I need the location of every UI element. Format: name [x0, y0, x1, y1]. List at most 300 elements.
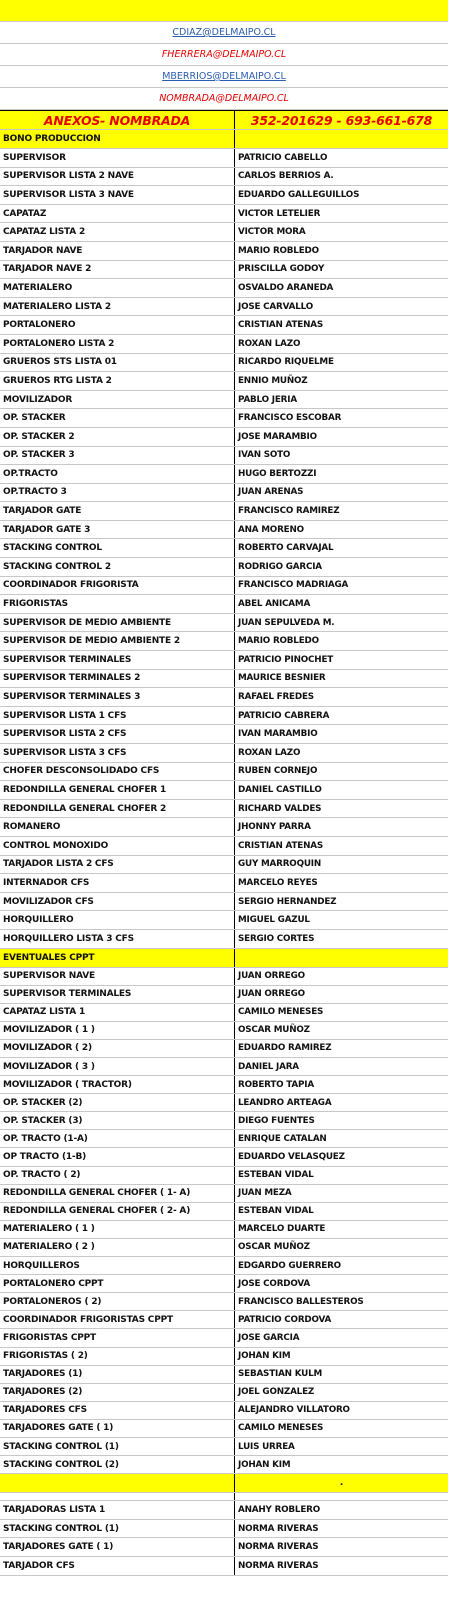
table-row[interactable]	[0, 1501, 448, 1520]
role-cell[interactable]	[0, 837, 235, 855]
email-row[interactable]	[0, 22, 448, 44]
person-cell[interactable]	[235, 168, 448, 186]
table-row[interactable]	[0, 1221, 448, 1239]
role-label: SUPERVISOR TERMINALES 3	[3, 692, 141, 703]
person-cell[interactable]	[235, 1501, 448, 1519]
person-cell[interactable]	[235, 1203, 448, 1220]
table-row[interactable]	[0, 1384, 448, 1402]
role-label: REDONDILLA GENERAL CHOFER 1	[3, 784, 167, 795]
table-row[interactable]	[0, 205, 448, 224]
person-cell[interactable]	[235, 298, 448, 316]
role-cell[interactable]	[0, 632, 235, 650]
role-cell[interactable]	[0, 298, 235, 316]
person-cell[interactable]	[235, 1348, 448, 1365]
role-cell[interactable]	[0, 744, 235, 762]
role-cell[interactable]	[0, 1438, 235, 1455]
role-cell[interactable]	[0, 279, 235, 297]
role-label: HORQUILLERO LISTA 3 CFS	[3, 933, 134, 944]
role-cell[interactable]	[0, 223, 235, 241]
person-cell[interactable]	[235, 1239, 448, 1256]
person-cell[interactable]	[235, 651, 448, 669]
role-cell[interactable]	[0, 1293, 235, 1310]
person-cell[interactable]	[235, 1148, 448, 1165]
table-row[interactable]	[0, 763, 448, 782]
person-name: JOSE CORDOVA	[238, 1278, 311, 1289]
person-cell[interactable]	[235, 818, 448, 836]
role-cell[interactable]	[0, 205, 235, 223]
person-cell[interactable]	[235, 707, 448, 725]
person-cell[interactable]	[235, 1004, 448, 1021]
table-row[interactable]	[0, 1203, 448, 1221]
role-cell[interactable]	[0, 1167, 235, 1184]
table-row[interactable]	[0, 521, 448, 540]
role-cell[interactable]	[0, 335, 235, 353]
role-cell[interactable]	[0, 502, 235, 520]
role-cell[interactable]	[0, 1557, 235, 1575]
person-name: RUBEN CORNEJO	[238, 766, 318, 777]
person-name: EDUARDO VELASQUEZ	[238, 1152, 345, 1163]
table-row[interactable]	[0, 279, 448, 298]
person-cell[interactable]	[235, 354, 448, 372]
table-row[interactable]	[0, 1022, 448, 1040]
person-name: CRISTIAN ATENAS	[238, 840, 323, 851]
table-row[interactable]	[0, 1420, 448, 1438]
table-row[interactable]	[0, 428, 448, 447]
table-row[interactable]	[0, 298, 448, 317]
person-name: JOHAN KIM	[238, 1351, 291, 1362]
person-cell[interactable]	[235, 1557, 448, 1575]
table-row[interactable]	[0, 1557, 448, 1576]
person-cell[interactable]	[235, 1311, 448, 1328]
table-row[interactable]	[0, 1185, 448, 1203]
table-row[interactable]	[0, 1076, 448, 1094]
table-row[interactable]	[0, 1402, 448, 1420]
person-cell[interactable]	[235, 577, 448, 595]
role-cell[interactable]	[0, 242, 235, 260]
person-name: ROBERTO TAPIA	[238, 1079, 314, 1090]
person-cell[interactable]	[235, 316, 448, 334]
role-cell[interactable]	[0, 781, 235, 799]
table-row[interactable]	[0, 595, 448, 614]
role-label: PORTALONERO	[3, 320, 76, 331]
role-label: OP. STACKER 3	[3, 450, 75, 461]
role-cell[interactable]	[0, 261, 235, 279]
email-link[interactable]: MBERRIOS@DELMAIPO.CL	[162, 71, 286, 82]
role-cell[interactable]	[0, 1384, 235, 1401]
person-name: ABEL ANICAMA	[238, 599, 311, 610]
table-row[interactable]	[0, 1438, 448, 1456]
role-label: SUPERVISOR TERMINALES 2	[3, 673, 141, 684]
email-row[interactable]	[0, 44, 448, 66]
person-cell[interactable]	[235, 539, 448, 557]
person-cell[interactable]	[235, 763, 448, 781]
table-row[interactable]	[0, 1456, 448, 1474]
role-label: OP.TRACTO	[3, 468, 58, 479]
role-cell[interactable]	[0, 149, 235, 167]
table-row[interactable]	[0, 186, 448, 205]
role-cell[interactable]	[0, 1501, 235, 1519]
person-cell[interactable]	[235, 744, 448, 762]
role-cell[interactable]	[0, 818, 235, 836]
role-cell[interactable]	[0, 688, 235, 706]
role-cell[interactable]	[0, 595, 235, 613]
person-cell[interactable]	[235, 893, 448, 911]
role-cell[interactable]	[0, 986, 235, 1003]
table-row[interactable]	[0, 986, 448, 1004]
person-cell[interactable]	[235, 465, 448, 483]
person-cell[interactable]	[235, 279, 448, 297]
person-name: PRISCILLA GODOY	[238, 264, 325, 275]
person-cell[interactable]	[235, 632, 448, 650]
table-row[interactable]	[0, 1040, 448, 1058]
table-row[interactable]	[0, 893, 448, 912]
role-cell[interactable]	[0, 1203, 235, 1220]
person-cell[interactable]	[235, 614, 448, 632]
role-label: CHOFER DESCONSOLIDADO CFS	[3, 766, 160, 777]
table-row[interactable]	[0, 447, 448, 466]
table-row[interactable]	[0, 1148, 448, 1166]
role-cell[interactable]	[0, 354, 235, 372]
role-cell[interactable]	[0, 1402, 235, 1419]
person-name: JHONNY PARRA	[238, 822, 311, 833]
role-label: OP.TRACTO 3	[3, 487, 67, 498]
person-name: EDUARDO GALLEGUILLOS	[238, 189, 360, 200]
table-row[interactable]	[0, 391, 448, 410]
person-cell[interactable]	[235, 223, 448, 241]
person-cell[interactable]	[235, 1275, 448, 1292]
person-cell[interactable]	[235, 1420, 448, 1437]
role-cell[interactable]	[0, 856, 235, 874]
person-name: RAFAEL FREDES	[238, 692, 314, 703]
role-cell[interactable]	[0, 391, 235, 409]
person-cell[interactable]	[235, 558, 448, 576]
table-row[interactable]	[0, 930, 448, 949]
role-cell[interactable]	[0, 1058, 235, 1075]
table-row[interactable]	[0, 725, 448, 744]
role-cell[interactable]	[0, 1022, 235, 1039]
person-name: PATRICIO CORDOVA	[238, 1314, 332, 1325]
table-row[interactable]	[0, 484, 448, 503]
table-row[interactable]	[0, 502, 448, 521]
person-cell[interactable]	[235, 1112, 448, 1129]
role-cell[interactable]	[0, 1004, 235, 1021]
role-cell[interactable]	[0, 168, 235, 186]
dot-mark: .	[339, 1478, 344, 1489]
table-row[interactable]	[0, 688, 448, 707]
role-cell[interactable]	[0, 725, 235, 743]
table-row[interactable]	[0, 1329, 448, 1347]
role-label: COORDINADOR FRIGORISTAS CPPT	[3, 1314, 173, 1325]
role-cell[interactable]	[0, 186, 235, 204]
person-cell[interactable]	[235, 670, 448, 688]
person-cell[interactable]	[235, 874, 448, 892]
role-label: STACKING CONTROL (1)	[3, 1523, 119, 1534]
person-cell[interactable]	[235, 837, 448, 855]
person-name: JUAN MEZA	[238, 1188, 292, 1199]
email-row[interactable]	[0, 66, 448, 88]
table-row[interactable]	[0, 261, 448, 280]
person-name: ANA MORENO	[238, 524, 304, 535]
person-cell[interactable]	[235, 986, 448, 1003]
role-cell[interactable]	[0, 1311, 235, 1328]
email-link[interactable]: CDIAZ@DELMAIPO.CL	[172, 27, 276, 38]
person-cell[interactable]	[235, 856, 448, 874]
role-label: MATERIALERO	[3, 282, 73, 293]
table-row[interactable]	[0, 372, 448, 391]
table-row[interactable]	[0, 818, 448, 837]
table-row[interactable]	[0, 670, 448, 689]
table-row[interactable]	[0, 781, 448, 800]
role-cell[interactable]	[0, 1257, 235, 1274]
table-row[interactable]	[0, 874, 448, 893]
person-cell[interactable]	[235, 447, 448, 465]
role-label: OP. STACKER 2	[3, 431, 75, 442]
role-cell[interactable]	[0, 670, 235, 688]
role-label: CAPATAZ LISTA 1	[3, 1007, 86, 1018]
person-cell[interactable]	[235, 1221, 448, 1238]
person-cell[interactable]	[235, 521, 448, 539]
role-label: TARJADORES (1)	[3, 1369, 83, 1380]
table-row[interactable]	[0, 1538, 448, 1557]
role-cell[interactable]	[0, 763, 235, 781]
table-row[interactable]	[0, 744, 448, 763]
person-name: PATRICIO CABRERA	[238, 710, 330, 721]
role-cell[interactable]	[0, 1112, 235, 1129]
table-row[interactable]	[0, 1366, 448, 1384]
person-cell[interactable]	[235, 725, 448, 743]
table-row[interactable]	[0, 316, 448, 335]
role-label: TARJADOR CFS	[3, 1560, 75, 1571]
person-cell[interactable]	[235, 688, 448, 706]
person-name: JOEL GONZALEZ	[238, 1387, 315, 1398]
table-row[interactable]	[0, 1275, 448, 1293]
person-name: OSCAR MUÑOZ	[238, 1242, 310, 1253]
role-cell[interactable]	[0, 428, 235, 446]
table-row[interactable]	[0, 354, 448, 373]
person-name: CARLOS BERRIOS A.	[238, 171, 334, 182]
role-cell[interactable]	[0, 800, 235, 818]
person-name: RODRIGO GARCIA	[238, 561, 322, 572]
table-row[interactable]	[0, 168, 448, 187]
role-label: SUPERVISOR LISTA 3 CFS	[3, 747, 127, 758]
table-row[interactable]	[0, 1348, 448, 1366]
person-cell[interactable]	[235, 149, 448, 167]
table-row[interactable]	[0, 856, 448, 875]
person-cell[interactable]	[235, 372, 448, 390]
role-cell[interactable]	[0, 465, 235, 483]
person-cell[interactable]	[235, 1185, 448, 1202]
role-label: HORQUILLEROS	[3, 1260, 80, 1271]
role-cell[interactable]	[0, 1040, 235, 1057]
person-cell[interactable]	[235, 1366, 448, 1383]
person-cell[interactable]	[235, 1438, 448, 1455]
person-name: MARIO ROBLEDO	[238, 636, 319, 647]
role-cell[interactable]	[0, 968, 235, 985]
person-cell[interactable]	[235, 1293, 448, 1310]
table-row[interactable]	[0, 837, 448, 856]
person-cell[interactable]	[235, 1130, 448, 1147]
person-cell[interactable]	[235, 911, 448, 929]
role-cell[interactable]	[0, 1239, 235, 1256]
role-cell[interactable]	[0, 539, 235, 557]
role-cell[interactable]	[0, 372, 235, 390]
person-name: CAMILO MENESES	[238, 1007, 324, 1018]
role-cell[interactable]	[0, 1185, 235, 1202]
role-label: INTERNADOR CFS	[3, 877, 90, 888]
table-row[interactable]	[0, 1112, 448, 1130]
role-cell[interactable]	[0, 316, 235, 334]
person-cell[interactable]	[235, 502, 448, 520]
person-cell[interactable]	[235, 1538, 448, 1556]
table-row[interactable]	[0, 1311, 448, 1329]
table-row[interactable]	[0, 1293, 448, 1311]
role-cell[interactable]	[0, 1275, 235, 1292]
role-cell[interactable]	[0, 558, 235, 576]
person-cell[interactable]	[235, 1257, 448, 1274]
person-cell[interactable]	[235, 800, 448, 818]
role-label: OP. TRACTO ( 2)	[3, 1170, 81, 1181]
table-row[interactable]	[0, 149, 448, 168]
person-cell[interactable]	[235, 1040, 448, 1057]
role-cell[interactable]	[0, 1366, 235, 1383]
person-cell[interactable]	[235, 484, 448, 502]
role-cell[interactable]	[0, 893, 235, 911]
person-cell[interactable]	[235, 1456, 448, 1473]
role-cell[interactable]	[0, 1076, 235, 1093]
table-row[interactable]	[0, 1004, 448, 1022]
role-cell[interactable]	[0, 447, 235, 465]
email-link[interactable]: FHERRERA@DELMAIPO.CL	[161, 49, 287, 60]
table-row[interactable]	[0, 1520, 448, 1539]
person-name: JUAN SEPULVEDA M.	[238, 617, 335, 628]
role-label: OP. STACKER (3)	[3, 1115, 83, 1126]
person-name: ROBERTO CARVAJAL	[238, 543, 334, 554]
role-label: CAPATAZ LISTA 2	[3, 227, 86, 238]
role-label: TARJADORES GATE ( 1)	[3, 1423, 114, 1434]
top-yellow-band	[0, 0, 448, 22]
person-cell[interactable]	[235, 1402, 448, 1419]
person-cell[interactable]	[235, 335, 448, 353]
person-cell[interactable]	[235, 1022, 448, 1039]
person-cell[interactable]	[235, 186, 448, 204]
person-cell[interactable]	[235, 428, 448, 446]
role-label: SUPERVISOR DE MEDIO AMBIENTE	[3, 617, 171, 628]
role-cell[interactable]	[0, 707, 235, 725]
role-label: TARJADOR GATE	[3, 506, 82, 517]
person-cell[interactable]	[235, 781, 448, 799]
table-row[interactable]	[0, 968, 448, 986]
table-row[interactable]	[0, 1058, 448, 1076]
person-cell[interactable]	[235, 930, 448, 948]
person-cell[interactable]	[235, 391, 448, 409]
person-cell[interactable]	[235, 1384, 448, 1401]
table-row[interactable]	[0, 1239, 448, 1257]
table-row[interactable]	[0, 409, 448, 428]
email-link[interactable]: NOMBRADA@DELMAIPO.CL	[159, 93, 289, 104]
role-cell[interactable]	[0, 874, 235, 892]
person-cell[interactable]	[235, 1520, 448, 1538]
person-name: ROXAN LAZO	[238, 338, 301, 349]
role-cell[interactable]	[0, 930, 235, 948]
table-row[interactable]	[0, 1094, 448, 1112]
role-label: FRIGORISTAS ( 2)	[3, 1351, 88, 1362]
table-row[interactable]	[0, 577, 448, 596]
role-cell[interactable]	[0, 1148, 235, 1165]
person-cell[interactable]	[235, 242, 448, 260]
table-row[interactable]	[0, 614, 448, 633]
role-cell[interactable]	[0, 484, 235, 502]
person-cell[interactable]	[235, 595, 448, 613]
person-name: NORMA RIVERAS	[238, 1542, 319, 1553]
role-cell[interactable]	[0, 1520, 235, 1538]
role-label: COORDINADOR FRIGORISTA	[3, 580, 139, 591]
table-row[interactable]	[0, 465, 448, 484]
role-cell[interactable]	[0, 614, 235, 632]
role-cell[interactable]	[0, 1420, 235, 1437]
table-row[interactable]	[0, 1130, 448, 1148]
role-cell[interactable]	[0, 409, 235, 427]
role-label: SUPERVISOR LISTA 1 CFS	[3, 710, 127, 721]
table-row[interactable]	[0, 242, 448, 261]
role-label: GRUEROS STS LISTA 01	[3, 357, 117, 368]
role-cell[interactable]	[0, 1538, 235, 1556]
person-cell[interactable]	[235, 205, 448, 223]
table-row[interactable]	[0, 707, 448, 726]
person-name: PATRICIO PINOCHET	[238, 654, 334, 665]
person-cell[interactable]	[235, 409, 448, 427]
person-cell[interactable]	[235, 968, 448, 985]
email-row[interactable]	[0, 88, 448, 110]
role-cell[interactable]	[0, 1329, 235, 1346]
role-cell[interactable]	[0, 1130, 235, 1147]
role-label: REDONDILLA GENERAL CHOFER ( 1- A)	[3, 1188, 191, 1199]
person-name: VICTOR MORA	[238, 227, 306, 238]
table-row[interactable]	[0, 1257, 448, 1275]
person-name: JOSE MARAMBIO	[238, 431, 317, 442]
table-row[interactable]	[0, 558, 448, 577]
table-row[interactable]	[0, 651, 448, 670]
table-row[interactable]	[0, 335, 448, 354]
person-cell[interactable]	[235, 1329, 448, 1346]
person-name: EDGARDO GUERRERO	[238, 1260, 341, 1271]
person-name: IVAN SOTO	[238, 450, 291, 461]
role-cell[interactable]	[0, 577, 235, 595]
anexos-header-row	[0, 110, 448, 130]
role-cell[interactable]	[0, 651, 235, 669]
person-cell[interactable]	[235, 1167, 448, 1184]
table-row[interactable]	[0, 632, 448, 651]
role-label: GRUEROS RTG LISTA 2	[3, 375, 112, 386]
table-row[interactable]	[0, 223, 448, 242]
role-label: SUPERVISOR TERMINALES	[3, 654, 132, 665]
role-cell[interactable]	[0, 1348, 235, 1365]
role-cell[interactable]	[0, 911, 235, 929]
table-row[interactable]	[0, 539, 448, 558]
person-cell[interactable]	[235, 1094, 448, 1111]
role-cell[interactable]	[0, 1094, 235, 1111]
table-row[interactable]	[0, 800, 448, 819]
table-row[interactable]	[0, 1167, 448, 1185]
person-name: JOHAN KIM	[238, 1459, 291, 1470]
role-cell[interactable]	[0, 521, 235, 539]
person-cell[interactable]	[235, 1076, 448, 1093]
role-cell[interactable]	[0, 1221, 235, 1238]
role-cell[interactable]	[0, 1456, 235, 1473]
person-name: FRANCISCO BALLESTEROS	[238, 1296, 364, 1307]
table-row[interactable]	[0, 911, 448, 930]
person-cell[interactable]	[235, 1058, 448, 1075]
person-cell[interactable]	[235, 261, 448, 279]
